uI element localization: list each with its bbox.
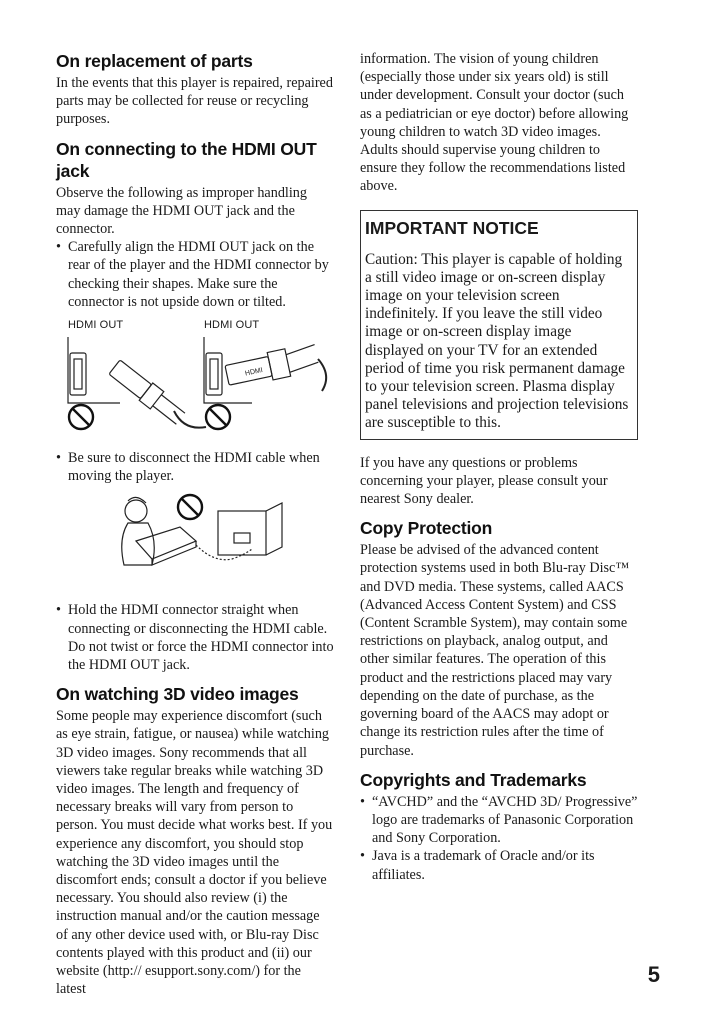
section-heading: On connecting to the HDMI OUT jack <box>56 138 317 181</box>
svg-text:HDMI: HDMI <box>244 366 264 378</box>
section-heading: On watching 3D video images <box>56 684 299 705</box>
section-3d-video <box>56 683 334 998</box>
notice-heading: IMPORTANT NOTICE <box>365 217 539 238</box>
section-hdmi-out <box>56 138 334 675</box>
continued-paragraph: information. The vision of young children (especially those under six years old) is still under development. Consult your doctor (such as a pediatrician or eye doctor) before allowing young children to watch 3D video images. <box>360 51 629 140</box>
move-player-illustration <box>56 489 334 593</box>
person-moving-player-drawing <box>56 489 334 593</box>
left-column <box>56 50 334 1008</box>
section-body: Some people may experience discomfort (such as eye strain, fatigue, or nausea) while watching 3D video images. Sony recommends that all viewers take regular breaks while watching 3D video images. The length and frequency of necessary breaks will vary from person to person. You must decide what works best. If you experience any discomfort, you should stop watching the 3D video images until the discomfort ends; consult a doctor if you believe necessary. You should also review (i) the instruction manual and/or the caution message of any other device used with, or Blu-ray Disc contents played with this product and (ii) our website (http:// esupport.sony.com/) for the latest <box>56 708 333 998</box>
section-body: In the events that this player is repaired, repaired parts may be collected for reuse or recycling purposes. <box>56 75 333 128</box>
bullet-item: • “AVCHD” and the “AVCHD 3D/ Progressive” logo are trademarks of Panasonic Corporation and Sony Corporation. <box>360 793 638 848</box>
bullet-item: • Java is a trademark of Oracle and/or its affiliates. <box>360 847 638 883</box>
prohibited-icon <box>178 495 202 519</box>
page-number: 5 <box>647 962 660 987</box>
section-copyrights-trademarks <box>360 769 638 884</box>
bullet-list <box>56 238 334 311</box>
bullet-item: • Hold the HDMI connector straight when connecting or disconnecting the HDMI cable. Do not twist or force the HDMI connector into the HDMI OUT jack. <box>56 601 334 674</box>
hdmi-out-label: HDMI OUT <box>68 319 124 332</box>
section-heading: Copyrights and Trademarks <box>360 769 587 790</box>
adults-paragraph: Adults should supervise young children to ensure they follow the recommendations listed above. <box>360 142 626 195</box>
notice-body: Caution: This player is capable of holding a still video image or on-screen display image on your television screen indefinitely. If you leave the still video image or on-screen display image displayed on your TV for an extended period of time you risk permanent damage to your television screen. Plasma display panel televisions and projection televisions are susceptible to this. <box>365 250 629 432</box>
bullet-item: • Carefully align the HDMI OUT jack on the rear of the player and the HDMI connector by checking their shapes. Make sure the connector is not upside down or tilted. <box>56 238 334 311</box>
right-column <box>360 50 638 893</box>
prohibited-icon <box>206 405 230 429</box>
bullet-list <box>56 449 334 485</box>
hdmi-connector-drawing <box>56 335 334 435</box>
section-body: Please be advised of the advanced content protection systems used in both Blu-ray Disc™ and DVD media. These systems, called AACS (Advanced Access Content System) and CSS (Content Scramble System), may contain some restrictions on playback, analog output, and other similar features. The operation of this product and the restrictions placed may vary depending on the date of purchase, as the governing board of the AACS may adopt or change its restriction rules after the time of purchase. <box>360 542 630 759</box>
hdmi-illustration <box>56 315 334 443</box>
bullet-item: • Be sure to disconnect the HDMI cable when moving the player. <box>56 449 334 485</box>
hdmi-out-label: HDMI OUT <box>204 319 260 332</box>
section-copy-protection <box>360 517 638 759</box>
section-replacement-of-parts <box>56 50 334 129</box>
section-intro: Observe the following as improper handling may damage the HDMI OUT jack and the connector. <box>56 184 307 238</box>
prohibited-icon <box>69 405 93 429</box>
questions-paragraph-wrap <box>360 454 638 509</box>
bullet-list <box>360 793 638 884</box>
important-notice-box <box>360 210 638 440</box>
section-heading: On replacement of parts <box>56 51 253 71</box>
questions-paragraph: If you have any questions or problems concerning your player, please consult your nearest Sony dealer. <box>360 454 608 508</box>
section-heading: Copy Protection <box>360 518 493 539</box>
bullet-list <box>56 601 334 674</box>
